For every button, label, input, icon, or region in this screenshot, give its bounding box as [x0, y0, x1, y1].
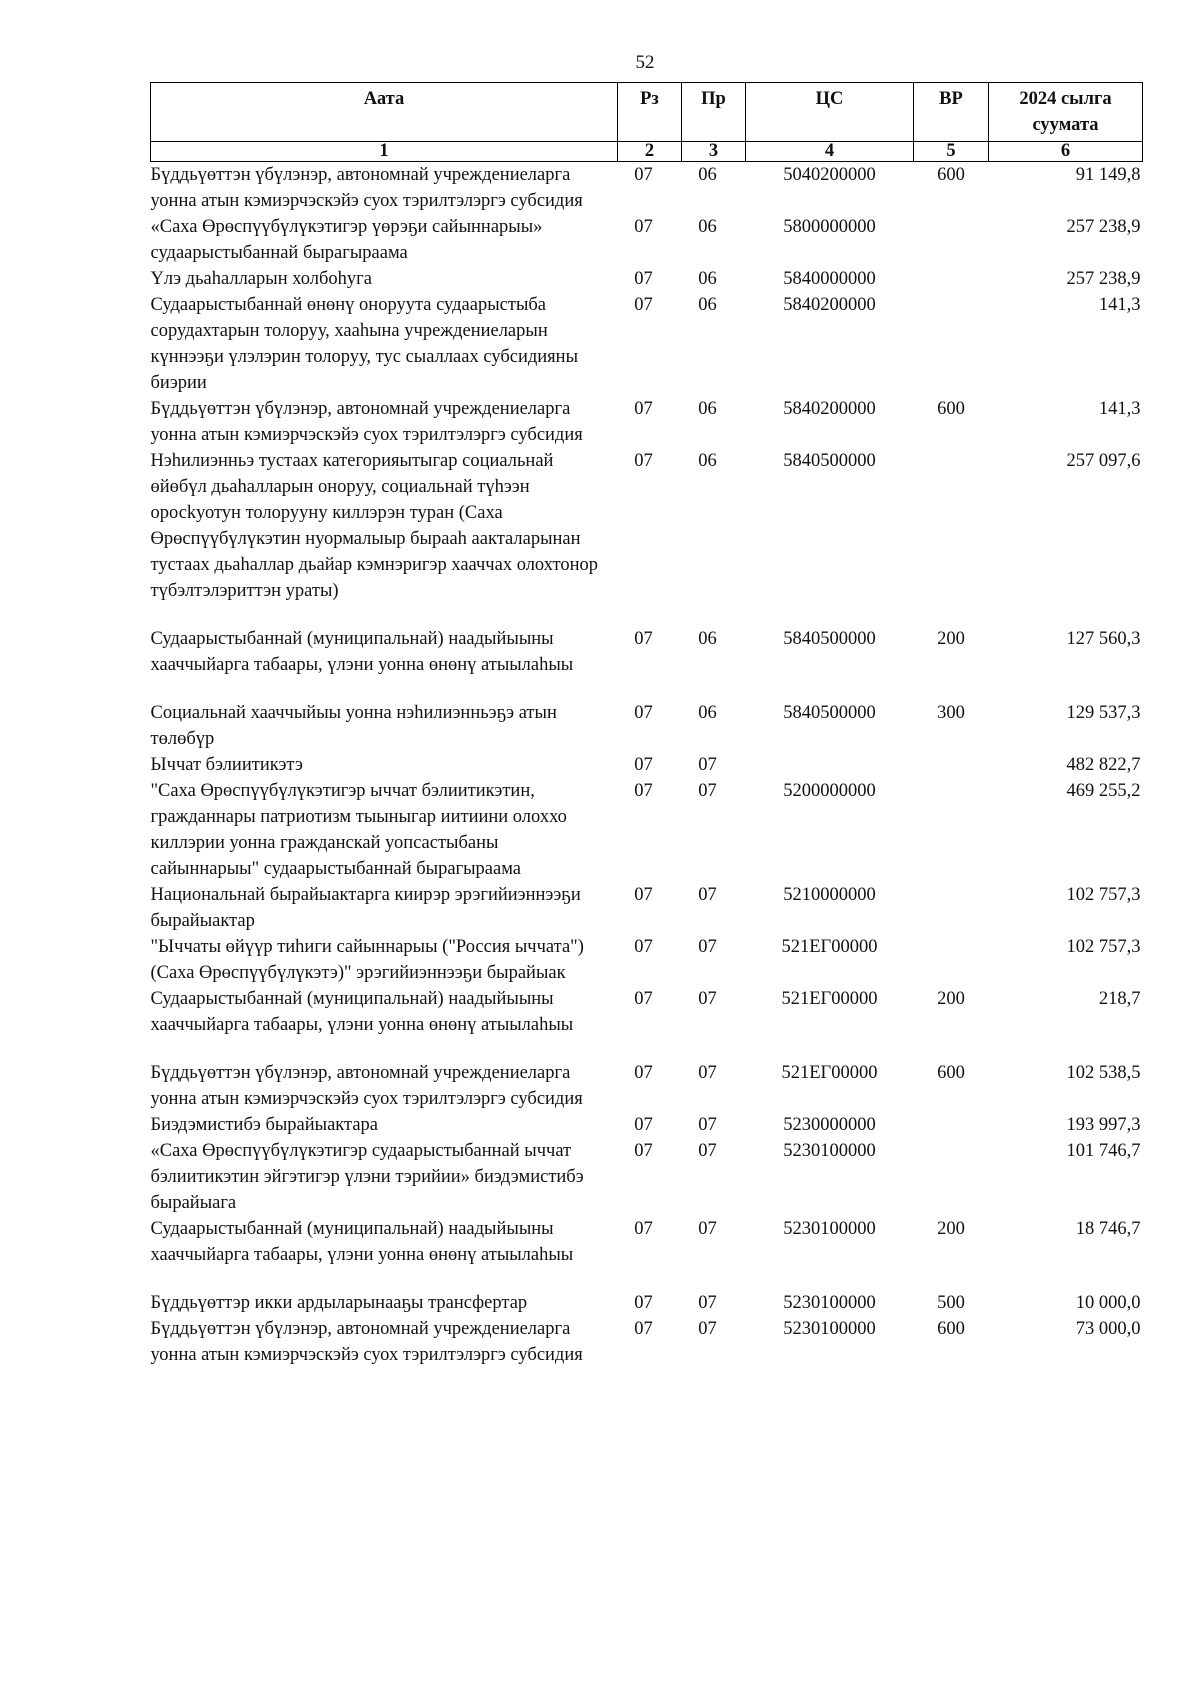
table-row [151, 214, 1143, 266]
column-number: 1 [151, 142, 618, 162]
row-name: Судаарыстыбаннай өнөнү оноруута судаарыстыба сорудахтарын толоруу, хааһына учреждениеларын күннээҕи үлэлэрин толоруу, тус сыаллаах субсидияны биэрии [150, 295, 578, 393]
row-pr: 07 [698, 1293, 717, 1313]
row-vr [914, 448, 989, 626]
row-name: Ыччат бэлиитикэтэ [150, 755, 303, 775]
table-row [151, 752, 1143, 778]
table-row [151, 626, 1143, 700]
row-sum: 101 746,7 [1066, 1141, 1141, 1161]
row-rz: 07 [634, 1319, 653, 1339]
row-sum: 257 097,6 [1066, 451, 1141, 471]
row-name: «Саха Өрөспүүбүлүкэтигэр үөрэҕи сайыннарыы» судаарыстыбаннай бырагыраама [150, 217, 543, 263]
row-name: Бүддьүөттэн үбүлэнэр, автономнай учреждениеларга уонна атын кэмиэрчэскэйэ суох тэрилтэлэргэ субсидия [150, 165, 583, 211]
header-name: Аата [151, 83, 618, 142]
row-rz: 07 [634, 451, 653, 471]
row-rz: 07 [634, 755, 653, 775]
row-rz: 07 [634, 989, 653, 1009]
row-cs: 5230100000 [783, 1141, 876, 1161]
row-cs: 5230100000 [783, 1219, 876, 1239]
table-row [151, 700, 1143, 752]
row-cs: 5210000000 [783, 885, 876, 905]
row-pr: 07 [698, 781, 717, 801]
table-row [151, 396, 1143, 448]
table-row [151, 448, 1143, 626]
row-pr: 07 [698, 755, 717, 775]
row-pr: 06 [698, 451, 717, 471]
row-rz: 07 [634, 885, 653, 905]
header-rz: Рз [618, 83, 682, 142]
row-cs: 5840000000 [783, 269, 876, 289]
row-sum: 102 538,5 [1066, 1063, 1141, 1083]
row-sum: 193 997,3 [1066, 1115, 1141, 1135]
row-vr: 600 [937, 1319, 965, 1339]
row-vr: 600 [937, 1063, 965, 1083]
row-cs [746, 752, 914, 778]
row-cs: 521ЕГ00000 [781, 1063, 878, 1083]
row-sum: 129 537,3 [1066, 703, 1141, 723]
row-vr [914, 752, 989, 778]
row-rz: 07 [634, 1063, 653, 1083]
row-sum: 141,3 [1098, 295, 1141, 315]
row-pr: 07 [698, 1063, 717, 1083]
row-vr: 200 [937, 629, 965, 649]
row-name: Бүддьүөттэн үбүлэнэр, автономнай учреждениеларга уонна атын кэмиэрчэскэйэ суох тэрилтэлэргэ субсидия [150, 1063, 583, 1109]
table-row [151, 1112, 1143, 1138]
row-rz: 07 [634, 937, 653, 957]
row-pr: 07 [698, 885, 717, 905]
row-rz: 07 [634, 1115, 653, 1135]
row-pr: 07 [698, 937, 717, 957]
row-cs: 5840500000 [783, 703, 876, 723]
header-cs: ЦС [746, 83, 914, 142]
table-row [151, 778, 1143, 882]
row-name: Бүддьүөттэн үбүлэнэр, автономнай учреждениеларга уонна атын кэмиэрчэскэйэ суох тэрилтэлэргэ субсидия [150, 1319, 583, 1365]
row-sum: 102 757,3 [1066, 937, 1141, 957]
row-rz: 07 [634, 399, 653, 419]
row-rz: 07 [634, 1219, 653, 1239]
row-vr: 600 [937, 399, 965, 419]
row-sum: 257 238,9 [1066, 217, 1141, 237]
column-number-row [151, 142, 1143, 162]
table-row [151, 292, 1143, 396]
row-rz: 07 [634, 1293, 653, 1313]
table-row [151, 1316, 1143, 1368]
row-rz: 07 [634, 295, 653, 315]
row-vr [914, 882, 989, 934]
row-pr: 07 [698, 1141, 717, 1161]
row-cs: 521ЕГ00000 [781, 989, 878, 1009]
page-number: 52 [635, 52, 655, 73]
row-sum: 10 000,0 [1075, 1293, 1141, 1313]
row-rz: 07 [634, 217, 653, 237]
row-sum: 91 149,8 [1075, 165, 1141, 185]
row-name: «Саха Өрөспүүбүлүкэтигэр судаарыстыбаннай ыччат бэлиитикэтин эйгэтигэр үлэни тэрийии» биэдэмистибэ бырайыага [150, 1141, 584, 1213]
row-vr: 600 [937, 165, 965, 185]
row-pr: 06 [698, 703, 717, 723]
header-sum: 2024 сылга суумата [989, 83, 1143, 142]
row-name: Бүддьүөттэр икки ардыларынааҕы трансфертар [150, 1293, 528, 1313]
row-name: Нэһилиэнньэ тустаах категорияытыгар социальнай өйөбүл дьаһалларын оноруу, социальнай түһээн оросkуотун толорууну киллэрэн туран (Саха Өрөспүүбүлүкэтин нуормалыыр бырааһ аакталарынан тустаах дьаһаллар дьайар кэмнэригэр хааччах олохтонор түбэлтэлэриттэн ураты) [150, 451, 599, 601]
header-pr: Пр [682, 83, 746, 142]
column-number: 3 [682, 142, 746, 162]
row-cs: 5840200000 [783, 399, 876, 419]
column-number: 5 [914, 142, 989, 162]
row-name: "Саха Өрөспүүбүлүкэтигэр ыччат бэлиитикэтин, гражданнары патриотизм тыыныгар иитиини олоххо киллэрии уонна гражданскай уопсастыбаны сайыннарыы" судаарыстыбаннай бырагыраама [150, 781, 567, 879]
row-rz: 07 [634, 781, 653, 801]
column-number: 2 [618, 142, 682, 162]
row-vr [914, 266, 989, 292]
row-sum: 218,7 [1098, 989, 1141, 1009]
row-sum: 257 238,9 [1066, 269, 1141, 289]
row-name: Бүддьүөттэн үбүлэнэр, автономнай учреждениеларга уонна атын кэмиэрчэскэйэ суох тэрилтэлэргэ субсидия [150, 399, 583, 445]
row-cs: 5840500000 [783, 451, 876, 471]
row-vr: 200 [937, 989, 965, 1009]
row-pr: 06 [698, 399, 717, 419]
header-vr: ВР [914, 83, 989, 142]
row-cs: 5840500000 [783, 629, 876, 649]
row-name: "Ыччаты өйүүр тиһиги сайыннарыы ("Россия ыччата") (Саха Өрөспүүбүлүкэтэ)" эрэгийиэннээҕи бырайыак [150, 937, 584, 983]
budget-table [150, 82, 1143, 1368]
table-row [151, 1060, 1143, 1112]
table-row [151, 162, 1143, 215]
row-vr [914, 934, 989, 986]
row-cs: 5800000000 [783, 217, 876, 237]
row-pr: 06 [698, 165, 717, 185]
table-row [151, 882, 1143, 934]
column-number: 4 [746, 142, 914, 162]
row-rz: 07 [634, 1141, 653, 1161]
row-pr: 07 [698, 989, 717, 1009]
row-name: Үлэ дьаһалларын холбоһуга [150, 269, 372, 289]
row-name: Социальнай хааччыйыы уонна нэһилиэнньэҕэ атын төлөбүр [150, 703, 557, 749]
table-row [151, 1216, 1143, 1290]
row-vr: 300 [937, 703, 965, 723]
row-pr: 06 [698, 629, 717, 649]
row-name: Судаарыстыбаннай (муниципальнай) наадыйыыны хааччыйарга табаары, үлэни уонна өнөнү атыылаһыы [150, 1219, 574, 1265]
row-sum: 141,3 [1098, 399, 1141, 419]
row-name: Судаарыстыбаннай (муниципальнай) наадыйыыны хааччыйарга табаары, үлэни уонна өнөнү атыылаһыы [150, 989, 574, 1035]
row-pr: 06 [698, 295, 717, 315]
row-cs: 5840200000 [783, 295, 876, 315]
row-sum: 73 000,0 [1075, 1319, 1141, 1339]
row-vr [914, 778, 989, 882]
row-vr: 200 [937, 1219, 965, 1239]
table-row [151, 1290, 1143, 1316]
row-vr [914, 1112, 989, 1138]
row-name: Биэдэмистибэ бырайыактара [150, 1115, 379, 1135]
row-cs: 521ЕГ00000 [781, 937, 878, 957]
row-vr [914, 214, 989, 266]
table-row [151, 986, 1143, 1060]
row-vr: 500 [937, 1293, 965, 1313]
row-rz: 07 [634, 165, 653, 185]
row-sum: 18 746,7 [1075, 1219, 1141, 1239]
table-header-row [151, 83, 1143, 142]
row-cs: 5230000000 [783, 1115, 876, 1135]
table-row [151, 934, 1143, 986]
row-vr [914, 292, 989, 396]
row-cs: 5230100000 [783, 1293, 876, 1313]
table-row [151, 266, 1143, 292]
row-cs: 5200000000 [783, 781, 876, 801]
row-pr: 06 [698, 269, 717, 289]
row-vr [914, 1138, 989, 1216]
row-sum: 469 255,2 [1066, 781, 1141, 801]
row-sum: 482 822,7 [1066, 755, 1141, 775]
row-name: Судаарыстыбаннай (муниципальнай) наадыйыыны хааччыйарга табаары, үлэни уонна өнөнү атыылаһыы [150, 629, 574, 675]
row-rz: 07 [634, 269, 653, 289]
row-cs: 5230100000 [783, 1319, 876, 1339]
column-number: 6 [989, 142, 1143, 162]
row-cs: 5040200000 [783, 165, 876, 185]
row-name: Национальнай бырайыактарга киирэр эрэгийиэннээҕи бырайыактар [150, 885, 581, 931]
row-rz: 07 [634, 703, 653, 723]
row-sum: 102 757,3 [1066, 885, 1141, 905]
row-pr: 07 [698, 1319, 717, 1339]
row-pr: 06 [698, 217, 717, 237]
table-row [151, 1138, 1143, 1216]
row-pr: 07 [698, 1115, 717, 1135]
row-rz: 07 [634, 629, 653, 649]
row-pr: 07 [698, 1219, 717, 1239]
row-sum: 127 560,3 [1066, 629, 1141, 649]
